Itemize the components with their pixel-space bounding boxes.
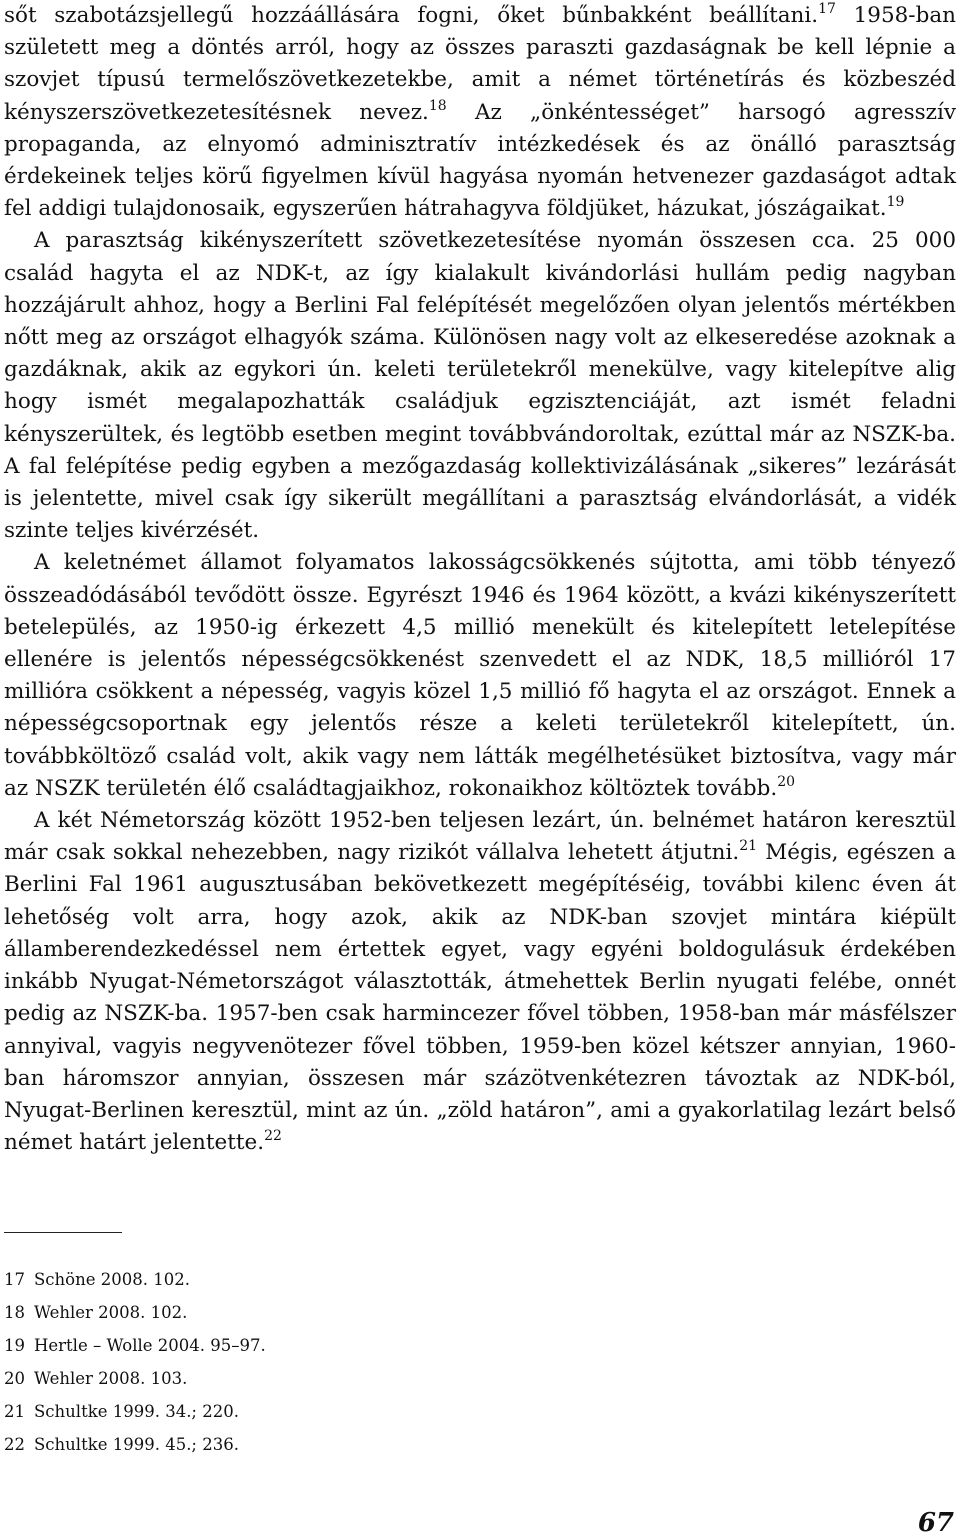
footnote-22 xyxy=(4,1429,704,1462)
footnote-ref-21[interactable]: 21 xyxy=(739,838,758,855)
footnote-18 xyxy=(4,1297,704,1330)
footnote-number: 22 xyxy=(4,1434,25,1454)
page-body xyxy=(4,0,956,1159)
text-run: 1958-ban született meg a döntés arról, hogy az összes paraszti gazdaságnak be kell lépnie a szovjet típusú termelőszövetkezetekbe, amit a német történetírás és közbeszéd kényszerszövetkezetesítésnek nevez. xyxy=(4,3,956,125)
footnote-ref-20[interactable]: 20 xyxy=(777,773,796,790)
paragraph-4 xyxy=(4,805,956,1159)
paragraph-1 xyxy=(4,0,956,225)
footnote-21 xyxy=(4,1396,704,1429)
footnote-text: Wehler 2008. 103. xyxy=(34,1368,188,1388)
text-run: A parasztság kikényszerített szövetkezetesítése nyomán összesen cca. 25 000 család hagyta el az NDK-t, az így kialakult kivándorlási hullám pedig nagyban hozzájárult ahhoz, hogy a Berlini Fal felépítését megelőzően olyan jelentős mértékben nőtt meg az országot elhagyók száma. Különösen nagy volt az elkeseredése azoknak a gazdáknak, akik az egykori ún. keleti területekről menekülve, vagy kitelepítve alig hogy ismét megalapozhatták családjuk egzisztenciáját, azt ismét feladni kényszerültek, és legtöbb esetben megint továbbvándoroltak, ezúttal már az NSZK-ba. A fal felépítése pedig egyben a mezőgazdaság kollektivizálásának „sikeres” lezárását is jelentette, mivel csak így sikerült megállítani a parasztság elvándorlását, a vidék szinte teljes kivérzését. xyxy=(4,228,956,544)
footnote-number: 17 xyxy=(4,1270,25,1289)
text-run: sőt szabotázsjellegű hozzáállására fogni, őket bűnbakként beállítani. xyxy=(4,3,819,28)
footnote-text: Hertle – Wolle 2004. 95–97. xyxy=(34,1335,266,1355)
footnote-number: 19 xyxy=(4,1335,25,1355)
footnote-text: Schöne 2008. 102. xyxy=(34,1270,190,1289)
text-run: Mégis, egészen a Berlini Fal 1961 augusztusában bekövetkezett megépítéséig, további kilenc éven át lehetőség volt arra, hogy azok, akik az NDK-ban szovjet mintára kiépült államberendezkedéssel nem értettek egyet, vagy egyéni boldogulásuk érdekében inkább Nyugat-Németországot választották, átmehettek Berlin nyugati felébe, onnét pedig az NSZK-ba. 1957-ben csak harmincezer fővel többen, 1958-ban már másfélszer annyival, vagyis negyvenötezer fővel többen, 1959-ben közel kétszer annyian, 1960-ban háromszor annyian, összesen már százötvenkétezren távoztak az NDK-ból, Nyugat-Berlinen keresztül, mint az ún. „zöld határon”, ami a gyakorlatilag lezárt belső német határt jelentette. xyxy=(4,840,956,1156)
footnote-divider xyxy=(4,1232,122,1233)
footnote-text: Schultke 1999. 45.; 236. xyxy=(34,1434,239,1454)
footnotes xyxy=(4,1264,704,1461)
text-run: A két Németország között 1952-ben teljesen lezárt, ún. belnémet határon keresztül már csak sokkal nehezebben, nagy rizikót vállalva lehetett átjutni. xyxy=(4,808,956,866)
footnote-19 xyxy=(4,1330,704,1363)
footnote-ref-18[interactable]: 18 xyxy=(428,97,447,114)
footnote-ref-17[interactable]: 17 xyxy=(818,1,836,17)
page-number: 67 xyxy=(917,1508,954,1538)
footnote-17 xyxy=(4,1264,704,1297)
footnote-text: Wehler 2008. 102. xyxy=(34,1302,188,1322)
text-run: A keletnémet államot folyamatos lakosságcsökkenés sújtotta, ami több tényező összeadódásából tevődött össze. Egyrészt 1946 és 1964 között, a kvázi kikényszerített betelepülés, az 1950-ig érkezett 4,5 millió menekült és kitelepített letelepítése ellenére is jelentős népességcsökkenést szenvedett el az NDK, 18,5 millióról 17 millióra csökkent a népesség, vagyis közel 1,5 millió fő hagyta el az országot. Ennek a népességcsoportnak egy jelentős része a keleti területekről kitelepített, ún. továbbköltöző család volt, akik vagy nem látták megélhetésüket biztosítva, vagy már az NSZK területén élő családtagjaikhoz, rokonaikhoz költöztek tovább. xyxy=(4,550,956,801)
footnote-ref-19[interactable]: 19 xyxy=(886,194,905,211)
footnote-ref-22[interactable]: 22 xyxy=(264,1128,282,1145)
paragraph-2 xyxy=(4,225,956,547)
footnote-number: 20 xyxy=(4,1368,25,1388)
footnote-text: Schultke 1999. 34.; 220. xyxy=(34,1401,239,1421)
footnote-number: 18 xyxy=(4,1302,25,1322)
footnote-number: 21 xyxy=(4,1401,25,1421)
paragraph-3 xyxy=(4,547,956,805)
text-run: Az „önkéntességet” harsogó agresszív propaganda, az elnyomó adminisztratív intézkedések és az önálló parasztság érdekeinek teljes körű figyelmen kívül hagyása nyomán hetvenezer gazdaságot adtak fel addigi tulajdonosaik, egyszerűen hátrahagyva földjüket, házukat, jószágaikat. xyxy=(4,99,956,222)
footnote-20 xyxy=(4,1363,704,1396)
main-text xyxy=(4,0,956,1159)
